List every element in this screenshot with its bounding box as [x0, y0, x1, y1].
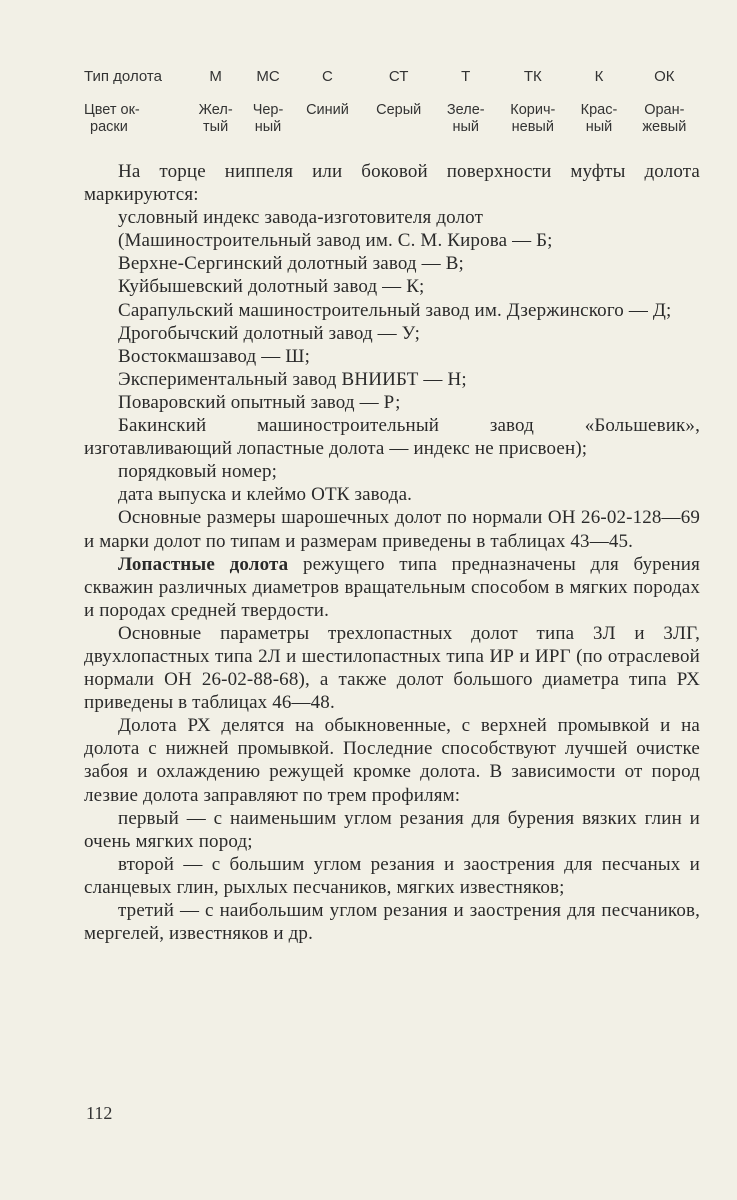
- color-line: Корич-: [510, 102, 556, 118]
- body-paragraph: [84, 322, 700, 345]
- body-paragraph: [84, 483, 700, 506]
- type-cell: С: [322, 68, 333, 85]
- body-paragraph: [84, 299, 700, 322]
- paragraph-text: Куйбышевский долотный завод — К;: [118, 276, 425, 298]
- body-paragraph: [84, 229, 700, 252]
- paragraph-text: дата выпуска и клеймо ОТК завода.: [118, 484, 413, 506]
- color-cell: [243, 102, 293, 136]
- body-paragraph: [84, 506, 700, 552]
- body-paragraph: [84, 160, 700, 206]
- paragraph-text: Верхне-Сергинский долотный завод — В;: [118, 253, 464, 275]
- body-paragraph: [84, 345, 700, 368]
- paragraph-text: третий — с наибольшим углом резания и заострения для песчаников, мергелей, известняков и др.: [84, 900, 700, 945]
- type-cell: ТК: [523, 68, 542, 85]
- paragraph-text: порядковый номер;: [118, 461, 278, 483]
- color-cell: [362, 102, 435, 136]
- color-line: ный: [254, 119, 282, 135]
- color-line: Чер-: [252, 102, 284, 118]
- paragraph-text: Востокмашзавод — Ш;: [118, 345, 311, 367]
- color-line: тый: [203, 119, 229, 135]
- color-line: Крас-: [580, 102, 618, 118]
- paragraph-text: Дрогобычский долотный завод — У;: [118, 322, 421, 344]
- page-number: 112: [86, 1103, 113, 1123]
- color-header-line: Цвет ок-: [84, 102, 140, 118]
- color-cell: [293, 102, 362, 136]
- body-paragraph: [84, 206, 700, 229]
- color-cell: [496, 102, 569, 136]
- paragraph-lead: Лопастные долота: [118, 553, 289, 575]
- color-line: Зеле-: [446, 102, 485, 118]
- paragraph-text: Бакинский машиностроительный завод «Большевик», изготавливающий лопастные долота — индекс не присвоен);: [84, 415, 700, 460]
- paragraph-text: Основные размеры шарошечных долот по нормали ОН 26-02-128—69 и марки долот по типам и размерам приведены в таблицах 43—45.: [84, 507, 700, 552]
- body-paragraph: [84, 807, 700, 853]
- paragraph-text: (Машиностроительный завод им. С. М. Кирова — Б;: [118, 230, 553, 252]
- body-text: [84, 160, 700, 945]
- type-cell: К: [594, 68, 604, 85]
- type-cell: Т: [461, 68, 471, 85]
- body-paragraph: [84, 275, 700, 298]
- color-cell: [435, 102, 496, 136]
- paragraph-text: На торце ниппеля или боковой поверхности муфты долота маркируются:: [84, 161, 700, 206]
- color-header-line: раски: [90, 119, 128, 135]
- body-paragraph: [84, 714, 700, 806]
- color-cell: [569, 102, 628, 136]
- color-line: ный: [452, 119, 480, 135]
- paragraph-text: Основные параметры трехлопастных долот типа 3Л и 3ЛГ, двухлопастных типа 2Л и шестилопастных типа ИР и ИРГ (по отраслевой нормали ОН 26-02-88-68), а также долот большого диаметра типа РХ приведены в таблицах 46—48.: [84, 622, 700, 714]
- type-cell: М: [209, 68, 222, 85]
- paragraph-text: Экспериментальный завод ВНИИБТ — Н;: [118, 368, 467, 390]
- paragraph-text: Поваровский опытный завод — Р;: [118, 391, 401, 413]
- color-header: [84, 102, 188, 136]
- body-paragraph: [84, 252, 700, 275]
- body-paragraph: [84, 853, 700, 899]
- bit-color-row: [84, 102, 700, 136]
- body-paragraph: [84, 391, 700, 414]
- paragraph-text: второй — с большим углом резания и заострения для песчаных и сланцевых глин, рыхлых песчаников, мягких известняков;: [84, 853, 700, 898]
- color-line: невый: [511, 119, 554, 135]
- body-paragraph: [84, 368, 700, 391]
- type-cell: ОК: [654, 68, 675, 85]
- type-cell: МС: [256, 68, 280, 85]
- color-line: ный: [585, 119, 613, 135]
- color-line: Серый: [376, 102, 422, 118]
- paragraph-text: Долота РХ делятся на обыкновенные, с верхней промывкой и на долота с нижней промывкой. Последние способствуют лучшей очистке забоя и охлаждению режущей кромке долота. В зависимости от пород лезвие долота заправляют по трем профилям:: [84, 715, 700, 806]
- paragraph-text: условный индекс завода-изготовителя долот: [118, 207, 484, 229]
- bit-color-table: [84, 68, 700, 136]
- body-paragraph: [84, 553, 700, 622]
- bit-type-row: [84, 68, 700, 102]
- body-paragraph: [84, 460, 700, 483]
- paragraph-text: первый — с наименьшим углом резания для бурения вязких глин и очень мягких пород;: [84, 807, 700, 852]
- type-cell: СТ: [388, 68, 409, 85]
- paragraph-text: режущего типа предназначены для бурения скважин различных диаметров вращательным способом в мягких породах и породах средней твердости.: [84, 553, 700, 621]
- body-paragraph: [84, 414, 700, 460]
- color-line: Синий: [306, 102, 349, 118]
- type-header: Тип долота: [84, 68, 162, 85]
- body-paragraph: [84, 899, 700, 945]
- color-line: Оран-: [644, 102, 685, 118]
- color-cell: [629, 102, 700, 136]
- color-line: Жел-: [198, 102, 233, 118]
- color-line: жевый: [642, 119, 687, 135]
- color-cell: [188, 102, 243, 136]
- paragraph-text: Сарапульский машиностроительный завод им. Дзержинского — Д;: [118, 299, 672, 321]
- body-paragraph: [84, 622, 700, 714]
